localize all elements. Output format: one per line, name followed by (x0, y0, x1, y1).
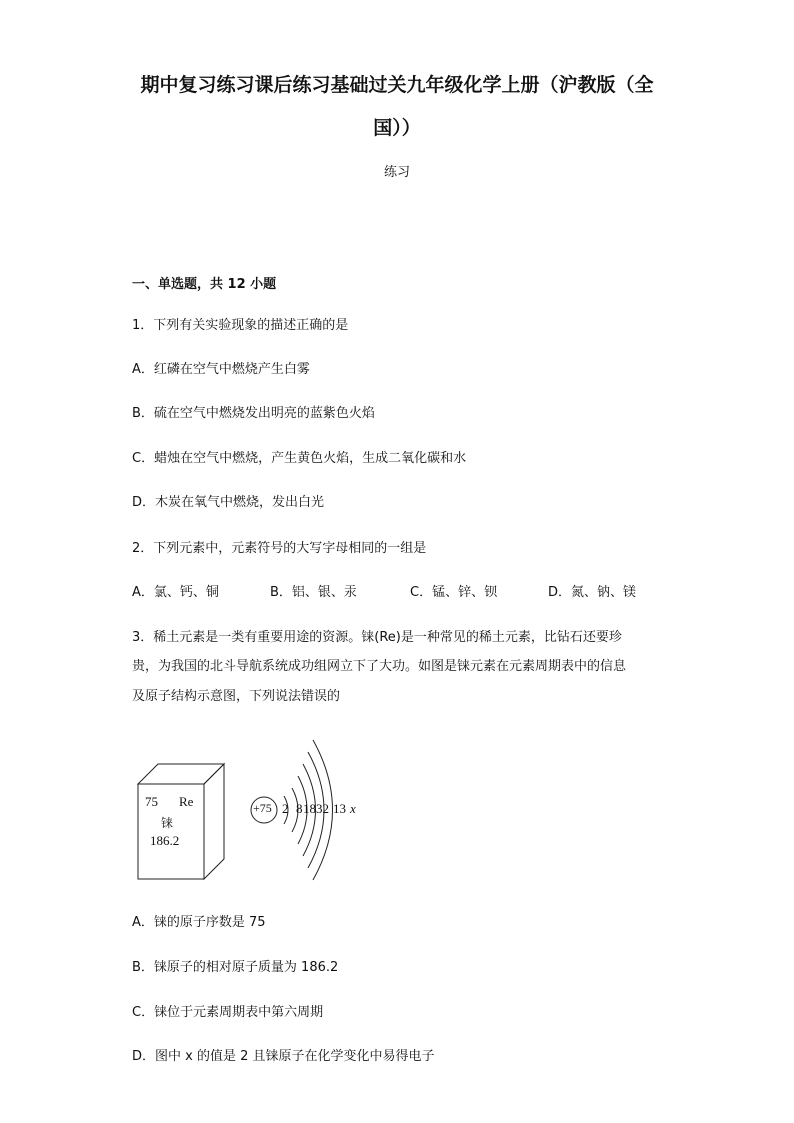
option-a: A．红磷在空气中燃烧产生白雾 (132, 362, 310, 377)
element-name: 铼 (161, 816, 174, 830)
option-b: B．铝、银、汞 (270, 585, 357, 600)
nuclear-charge: +75 (253, 801, 272, 815)
option-a: A．氯、钙、铜 (132, 585, 219, 600)
title-line-1: 期中复习练习课后练习基础过关九年级化学上册（沪教版（全 (140, 74, 654, 96)
shell-2: 8 (296, 801, 303, 816)
option-d: D．氮、钠、镁 (548, 585, 637, 600)
question-stem: 2．下列元素中，元素符号的大写字母相同的一组是 (132, 541, 427, 556)
element-cell-box (130, 758, 230, 888)
option-c: C．铼位于元素周期表中第六周期 (132, 1005, 324, 1020)
page-subtitle: 练习 (383, 165, 410, 180)
shell-4: 32 (316, 801, 329, 816)
question-stem-line-2: 贵，为我国的北斗导航系统成功组网立下了大功。如图是铼元素在元素周期表中的信息 (132, 659, 627, 674)
option-a: A．铼的原子序数是 75 (132, 915, 266, 930)
shell-1: 2 (282, 801, 289, 816)
option-d: D．图中 x 的值是 2 且铼原子在化学变化中易得电子 (132, 1049, 435, 1064)
element-symbol: Re (179, 794, 194, 809)
atomic-mass: 186.2 (150, 833, 180, 848)
option-b: B．铼原子的相对原子质量为 186.2 (132, 960, 339, 975)
rhenium-figure (130, 730, 390, 890)
shell-6: x (350, 801, 356, 816)
shell-5: 13 (333, 801, 346, 816)
atomic-number: 75 (145, 794, 158, 809)
option-c: C．蜡烛在空气中燃烧，产生黄色火焰，生成二氧化碳和水 (132, 451, 467, 466)
option-c: C．锰、锌、钡 (410, 585, 498, 600)
option-d: D．木炭在氧气中燃烧，发出白光 (132, 495, 325, 510)
question-stem-line-1: 3．稀土元素是一类有重要用途的资源。铼(Re)是一种常见的稀土元素，比钻石还要珍 (132, 630, 622, 645)
question-stem: 1．下列有关实验现象的描述正确的是 (132, 318, 349, 333)
question-stem-line-3: 及原子结构示意图，下列说法错误的 (132, 689, 341, 704)
section-heading: 一、单选题，共 12 小题 (132, 277, 277, 292)
shell-3: 18 (303, 801, 316, 816)
option-b: B．硫在空气中燃烧发出明亮的蓝紫色火焰 (132, 406, 375, 421)
title-line-2: 国）） (373, 117, 421, 139)
